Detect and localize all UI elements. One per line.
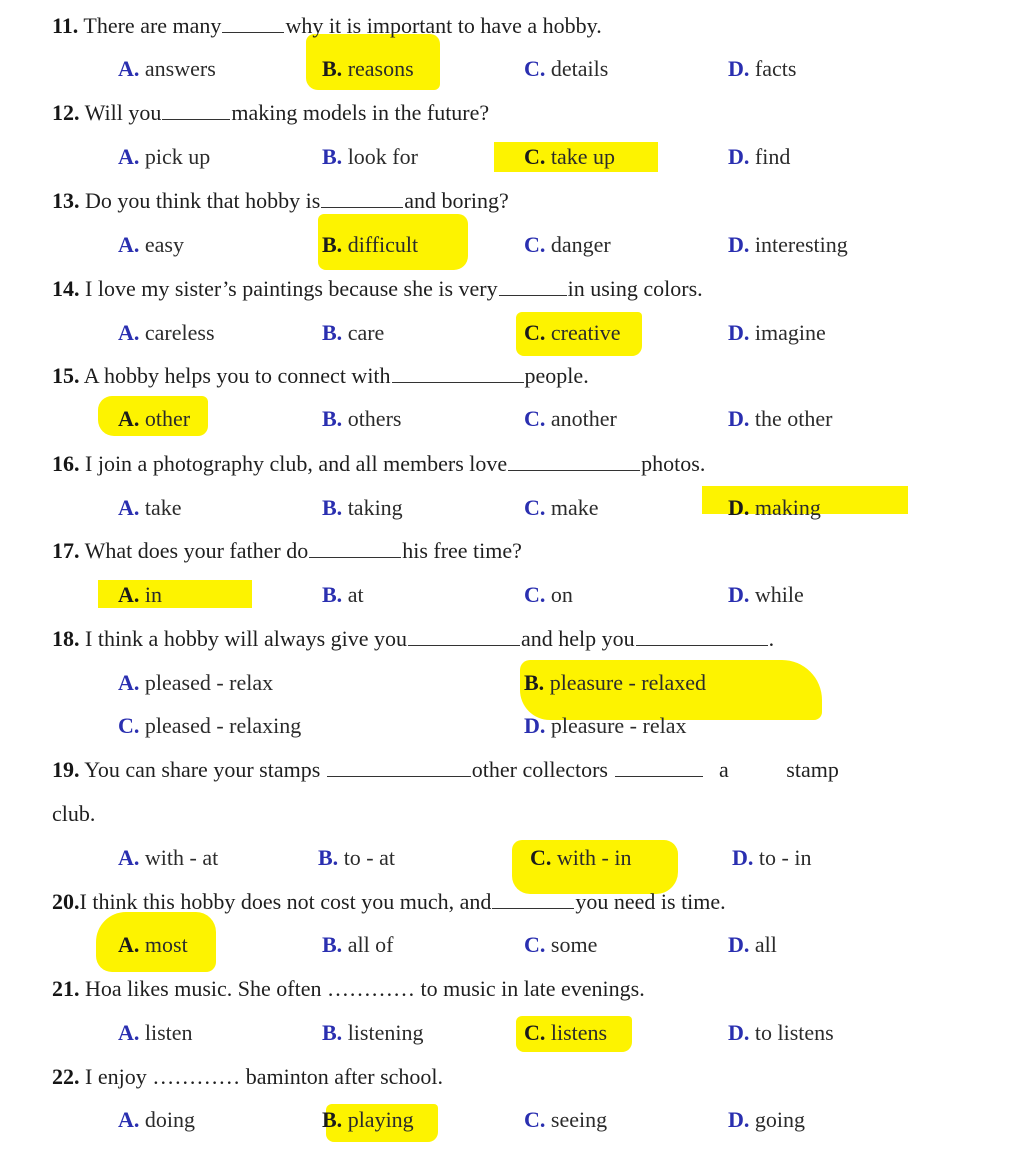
question-15 xyxy=(52,362,589,390)
option-text: reasons xyxy=(347,56,414,81)
option-text: at xyxy=(347,582,364,607)
option-b[interactable] xyxy=(322,405,401,433)
option-letter: A. xyxy=(118,932,140,957)
option-c[interactable] xyxy=(524,931,597,959)
option-a[interactable] xyxy=(118,319,215,347)
question-12 xyxy=(52,99,489,127)
option-letter: C. xyxy=(524,1107,546,1132)
option-letter: D. xyxy=(728,932,750,957)
option-d[interactable] xyxy=(728,405,832,433)
answer-blank: ………… xyxy=(326,976,415,1001)
option-text: doing xyxy=(144,1107,196,1132)
question-text: . xyxy=(768,626,775,651)
option-text: all xyxy=(754,932,777,957)
question-text: Do you think that hobby is xyxy=(85,188,321,213)
option-c[interactable] xyxy=(524,405,617,433)
question-text: a xyxy=(719,757,729,782)
option-letter: D. xyxy=(728,495,750,520)
option-b[interactable] xyxy=(524,669,706,697)
option-letter: C. xyxy=(524,144,546,169)
option-text: other xyxy=(144,406,191,431)
option-text: details xyxy=(550,56,609,81)
option-letter: D. xyxy=(732,845,754,870)
question-14 xyxy=(52,275,703,303)
option-text: while xyxy=(754,582,804,607)
option-letter: A. xyxy=(118,232,140,257)
option-text: pleased - relaxing xyxy=(144,713,302,738)
option-text: pleasure - relaxed xyxy=(549,670,707,695)
question-number: 20. xyxy=(52,889,80,914)
option-text: pleasure - relax xyxy=(550,713,687,738)
option-text: take up xyxy=(550,144,616,169)
option-text: facts xyxy=(754,56,797,81)
option-b[interactable] xyxy=(322,231,418,259)
option-text: listen xyxy=(144,1020,193,1045)
option-text: pick up xyxy=(144,144,211,169)
option-c[interactable] xyxy=(524,494,599,522)
option-d[interactable] xyxy=(728,1106,805,1134)
option-letter: A. xyxy=(118,144,140,169)
option-text: in xyxy=(144,582,163,607)
option-d[interactable] xyxy=(728,494,821,522)
question-text: I join a photography club, and all members love xyxy=(85,451,508,476)
option-letter: A. xyxy=(118,495,140,520)
option-b[interactable] xyxy=(322,1019,423,1047)
answer-blank xyxy=(392,364,524,383)
option-b[interactable] xyxy=(322,55,414,83)
option-d[interactable] xyxy=(728,55,796,83)
option-b[interactable] xyxy=(322,931,394,959)
question-16 xyxy=(52,450,705,478)
option-text: listening xyxy=(347,1020,424,1045)
option-d[interactable] xyxy=(732,844,811,872)
question-text: stamp xyxy=(786,757,839,782)
question-text: Will you xyxy=(84,100,162,125)
question-number: 15. xyxy=(52,363,80,388)
question-text: You can share your stamps xyxy=(84,757,321,782)
option-a[interactable] xyxy=(118,494,182,522)
option-a[interactable] xyxy=(118,844,218,872)
option-letter: B. xyxy=(322,582,343,607)
answer-blank xyxy=(499,277,567,296)
question-text: I love my sister’s paintings because she is very xyxy=(85,276,498,301)
answer-blank: ………… xyxy=(152,1064,241,1089)
option-text: pleased - relax xyxy=(144,670,274,695)
question-text: in using colors. xyxy=(567,276,703,301)
option-text: the other xyxy=(754,406,833,431)
question-text: photos. xyxy=(641,451,706,476)
option-letter: D. xyxy=(728,144,750,169)
option-text: to - at xyxy=(343,845,396,870)
question-text: why it is important to have a hobby. xyxy=(285,13,602,38)
option-letter: B. xyxy=(322,932,343,957)
question-text: and help you xyxy=(521,626,635,651)
question-19-continuation: club. xyxy=(52,801,96,826)
option-d[interactable] xyxy=(728,319,826,347)
option-text: imagine xyxy=(754,320,826,345)
option-letter: D. xyxy=(728,232,750,257)
option-letter: C. xyxy=(524,932,546,957)
option-letter: A. xyxy=(118,406,140,431)
option-a[interactable] xyxy=(118,1019,193,1047)
option-a[interactable] xyxy=(118,581,162,609)
question-11 xyxy=(52,12,602,40)
option-a[interactable] xyxy=(118,55,216,83)
answer-blank xyxy=(615,758,703,777)
option-letter: C. xyxy=(118,713,140,738)
question-18 xyxy=(52,625,774,653)
option-letter: B. xyxy=(322,406,343,431)
answer-blank xyxy=(408,627,520,646)
option-letter: D. xyxy=(728,582,750,607)
option-letter: D. xyxy=(728,406,750,431)
question-text: baminton after school. xyxy=(245,1064,444,1089)
option-text: on xyxy=(550,582,573,607)
question-text: Hoa likes music. She often xyxy=(85,976,322,1001)
option-letter: A. xyxy=(118,1107,140,1132)
question-text: I think a hobby will always give you xyxy=(85,626,408,651)
question-number: 14. xyxy=(52,276,80,301)
option-text: take xyxy=(144,495,182,520)
option-a[interactable] xyxy=(118,931,188,959)
question-number: 12. xyxy=(52,100,80,125)
question-text: A hobby helps you to connect with xyxy=(83,363,391,388)
option-letter: A. xyxy=(118,320,140,345)
option-text: to - in xyxy=(758,845,812,870)
question-text: What does your father do xyxy=(84,538,309,563)
question-text: and boring? xyxy=(404,188,509,213)
question-number: 21. xyxy=(52,976,80,1001)
option-letter: B. xyxy=(322,232,343,257)
option-letter: D. xyxy=(728,1107,750,1132)
option-text: making xyxy=(754,495,821,520)
option-letter: A. xyxy=(118,56,140,81)
option-text: to listens xyxy=(754,1020,834,1045)
option-d[interactable] xyxy=(728,143,790,171)
question-text: There are many xyxy=(83,13,222,38)
option-text: all of xyxy=(347,932,394,957)
option-letter: C. xyxy=(524,495,546,520)
option-letter: B. xyxy=(322,144,343,169)
option-text: care xyxy=(347,320,385,345)
answer-blank xyxy=(162,101,230,120)
answer-blank xyxy=(492,890,574,909)
question-22 xyxy=(52,1063,443,1091)
question-number: 13. xyxy=(52,188,80,213)
option-c[interactable] xyxy=(524,55,608,83)
question-text: to music in late evenings. xyxy=(420,976,645,1001)
option-text: interesting xyxy=(754,232,848,257)
option-text: creative xyxy=(550,320,621,345)
option-letter: A. xyxy=(118,845,140,870)
option-letter: C. xyxy=(524,232,546,257)
option-letter: D. xyxy=(728,56,750,81)
option-letter: D. xyxy=(728,1020,750,1045)
option-text: going xyxy=(754,1107,806,1132)
question-number: 22. xyxy=(52,1064,80,1089)
option-a[interactable] xyxy=(118,669,273,697)
option-letter: D. xyxy=(524,713,546,738)
option-b[interactable] xyxy=(322,143,418,171)
question-text: I enjoy xyxy=(85,1064,147,1089)
option-text: another xyxy=(550,406,617,431)
option-text: seeing xyxy=(550,1107,608,1132)
question-21 xyxy=(52,975,645,1003)
question-number: 16. xyxy=(52,451,80,476)
question-number: 18. xyxy=(52,626,80,651)
option-text: taking xyxy=(347,495,403,520)
option-a[interactable] xyxy=(118,405,190,433)
answer-blank xyxy=(327,758,471,777)
option-letter: C. xyxy=(524,320,546,345)
question-text: other collectors xyxy=(471,757,608,782)
option-letter: A. xyxy=(118,670,140,695)
option-letter: B. xyxy=(322,1020,343,1045)
option-a[interactable] xyxy=(118,143,210,171)
option-text: make xyxy=(550,495,599,520)
option-d[interactable] xyxy=(524,712,686,740)
question-text: people. xyxy=(524,363,589,388)
option-d[interactable] xyxy=(728,231,848,259)
question-text: you need is time. xyxy=(575,889,726,914)
answer-blank xyxy=(309,539,401,558)
question-text: I think this hobby does not cost you much, and xyxy=(79,889,492,914)
option-letter: B. xyxy=(322,1107,343,1132)
option-c[interactable] xyxy=(524,1019,607,1047)
option-text: with - at xyxy=(144,845,219,870)
option-letter: B. xyxy=(322,495,343,520)
option-b[interactable] xyxy=(322,319,384,347)
answer-blank xyxy=(321,189,403,208)
option-text: with - in xyxy=(556,845,632,870)
option-a[interactable] xyxy=(118,231,184,259)
option-a[interactable] xyxy=(118,1106,195,1134)
question-number: 19. xyxy=(52,757,80,782)
option-b[interactable] xyxy=(318,844,395,872)
question-17 xyxy=(52,537,522,565)
option-letter: A. xyxy=(118,582,140,607)
option-letter: C. xyxy=(524,582,546,607)
option-c[interactable] xyxy=(530,844,631,872)
option-c[interactable] xyxy=(524,319,621,347)
option-text: find xyxy=(754,144,791,169)
question-text: his free time? xyxy=(402,538,522,563)
option-text: others xyxy=(347,406,402,431)
option-text: careless xyxy=(144,320,215,345)
question-19 xyxy=(52,756,839,784)
option-letter: C. xyxy=(524,1020,546,1045)
option-letter: B. xyxy=(524,670,545,695)
option-b[interactable] xyxy=(322,494,403,522)
question-number: 11. xyxy=(52,13,79,38)
option-b[interactable] xyxy=(322,581,364,609)
option-letter: B. xyxy=(322,56,343,81)
option-letter: A. xyxy=(118,1020,140,1045)
option-c[interactable] xyxy=(524,581,573,609)
answer-blank xyxy=(508,452,640,471)
answer-blank xyxy=(636,627,768,646)
option-text: playing xyxy=(347,1107,414,1132)
option-c[interactable] xyxy=(524,231,611,259)
option-text: listens xyxy=(550,1020,608,1045)
option-text: most xyxy=(144,932,188,957)
option-c[interactable] xyxy=(524,143,615,171)
option-d[interactable] xyxy=(728,1019,834,1047)
option-d[interactable] xyxy=(728,931,777,959)
option-text: danger xyxy=(550,232,611,257)
question-13 xyxy=(52,187,509,215)
option-d[interactable] xyxy=(728,581,804,609)
option-letter: B. xyxy=(322,320,343,345)
option-letter: C. xyxy=(530,845,552,870)
question-20 xyxy=(52,888,726,916)
option-b[interactable] xyxy=(322,1106,414,1134)
option-c[interactable] xyxy=(524,1106,607,1134)
option-text: look for xyxy=(347,144,418,169)
option-letter: B. xyxy=(318,845,339,870)
option-letter: D. xyxy=(728,320,750,345)
question-text: making models in the future? xyxy=(231,100,490,125)
question-number: 17. xyxy=(52,538,80,563)
option-text: difficult xyxy=(347,232,419,257)
option-letter: C. xyxy=(524,406,546,431)
option-text: some xyxy=(550,932,598,957)
option-letter: C. xyxy=(524,56,546,81)
answer-blank xyxy=(222,14,284,33)
option-text: answers xyxy=(144,56,216,81)
option-text: easy xyxy=(144,232,184,257)
option-c[interactable] xyxy=(118,712,301,740)
